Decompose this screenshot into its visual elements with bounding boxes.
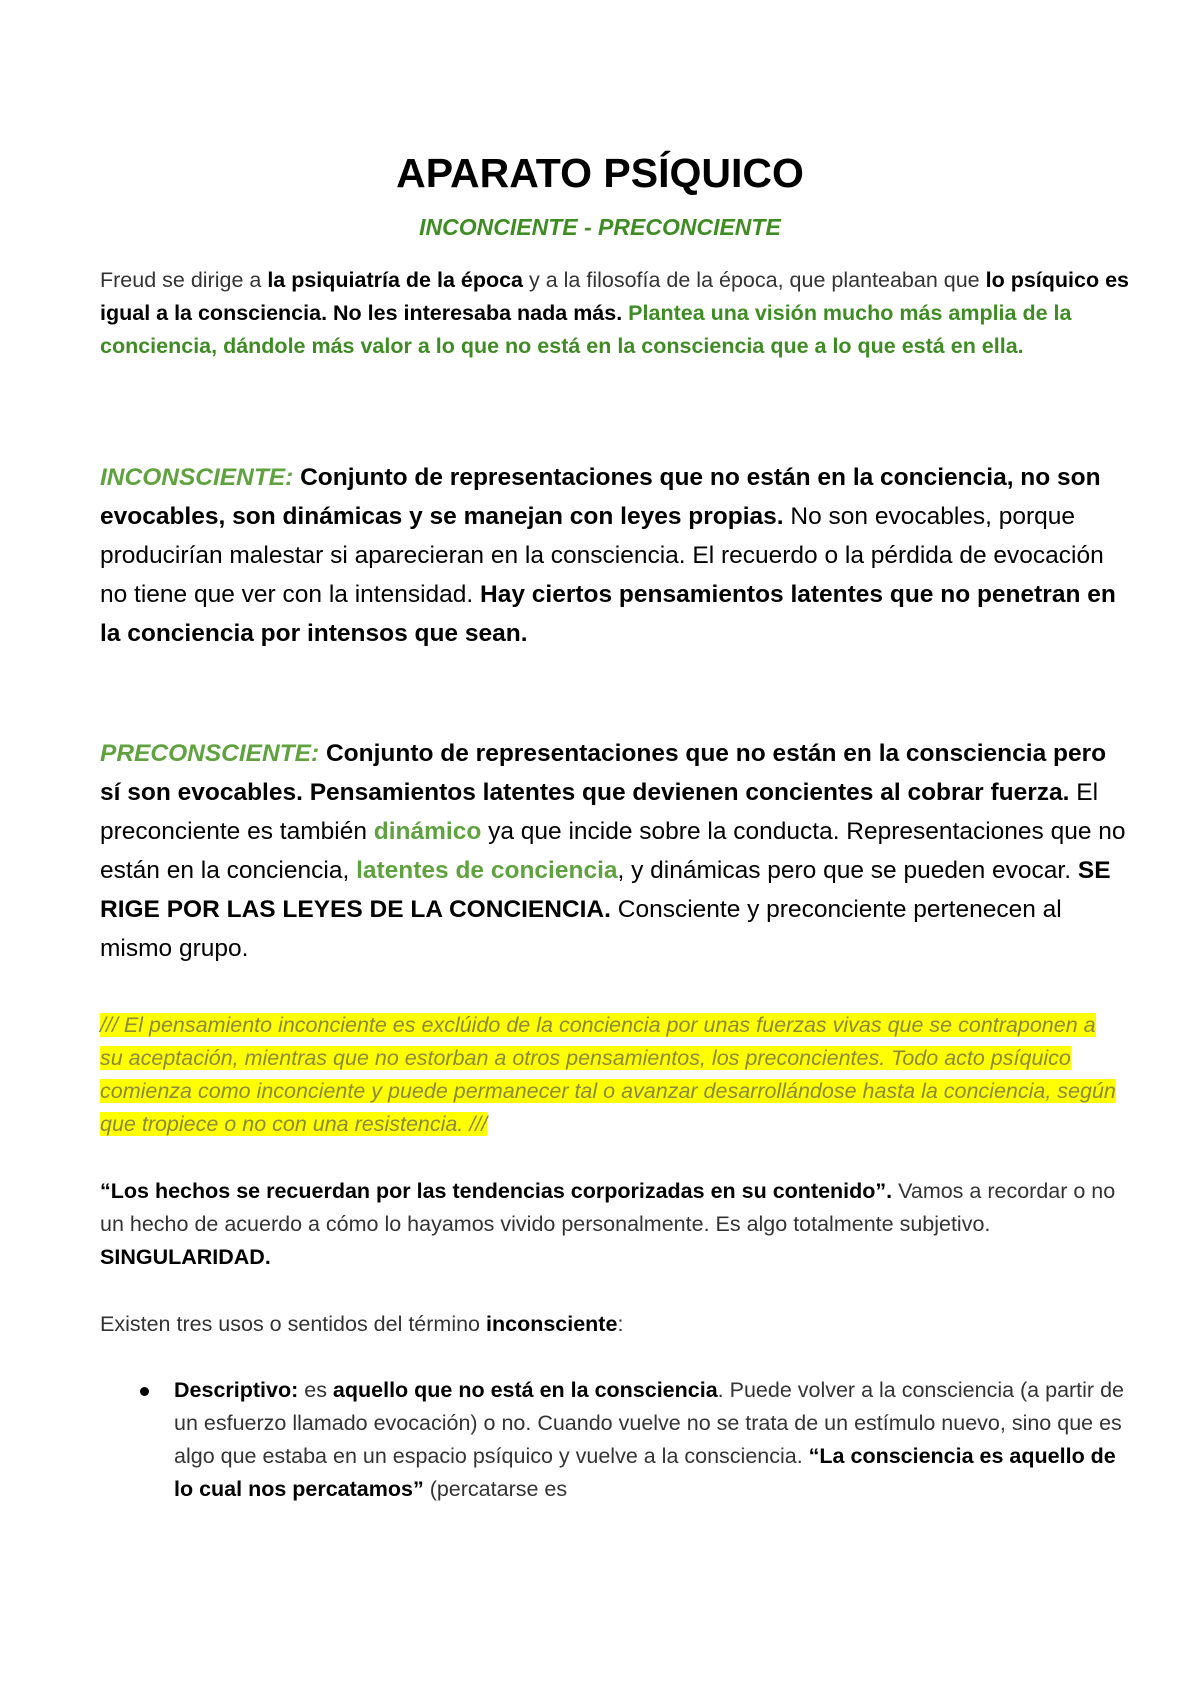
intro-bold-1: la psiquiatría de la época [267, 268, 524, 292]
preconsciente-text-1: El preconciente es también [100, 779, 1099, 845]
inconsciente-paragraph [100, 458, 1130, 653]
intro-bold-2: lo psíquico es igual a la consciencia. No les interesaba nada más. [100, 268, 1129, 325]
hechos-bold-1: “Los hechos se recuerdan por las tendencias corporizadas en su contenido”. [100, 1179, 893, 1203]
intro-paragraph [100, 264, 1130, 363]
highlighted-quote-text: /// El pensamiento inconciente es exclúido de la conciencia por unas fuerzas vivas que se contraponen a su aceptación, mientras que no estorban a otros pensamientos, los preconcientes. Todo acto psíquico comienza como inconciente y puede permanecer tal o avanzar desarrollándose hasta la conciencia, según que tropiece o no con una resistencia. /// [100, 1013, 1116, 1136]
page-subtitle: INCONCIENTE - PRECONCIENTE [419, 214, 781, 240]
page-title: APARATO PSÍQUICO [396, 150, 804, 196]
usos-text-2: : [617, 1312, 624, 1336]
preconsciente-text-4: Consciente y preconciente pertenecen al mismo grupo. [100, 896, 1062, 962]
inconsciente-bold-2: Hay ciertos pensamientos latentes que no penetran en la conciencia por intensos que sean. [100, 581, 1116, 647]
bullet-text-1: es [298, 1378, 333, 1402]
hechos-bold-2: SINGULARIDAD. [100, 1245, 271, 1269]
bullet-bold-2: aquello que no está en la consciencia [332, 1378, 718, 1402]
list-item [100, 1374, 1130, 1506]
bullet-bold-3: “La consciencia es aquello de lo cual nos percatamos” [174, 1444, 1116, 1501]
intro-green-1: Plantea una visión mucho más amplia de la conciencia, dándole más valor a lo que no está en la consciencia que a lo que está en ella. [100, 301, 1072, 358]
hechos-text-1: Vamos a recordar o no un hecho de acuerdo a cómo lo hayamos vivido personalmente. Es algo totalmente subjetivo. [100, 1179, 1116, 1236]
preconsciente-green-1: dinámico [373, 818, 482, 845]
preconsciente-text-2: ya que incide sobre la conducta. Representaciones que no están en la conciencia, [100, 818, 1126, 884]
inconsciente-label: INCONSCIENTE: [100, 464, 294, 491]
preconsciente-text-3: , y dinámicas pero que se pueden evocar. [617, 857, 1078, 884]
intro-text-1: Freud se dirige a [100, 268, 268, 292]
preconsciente-label: PRECONSCIENTE: [100, 740, 320, 767]
highlighted-quote [100, 1009, 1120, 1141]
intro-text-2: y a la filosofía de la época, que planteaban que [523, 268, 986, 292]
usos-bullet-list [100, 1374, 1130, 1506]
preconsciente-bold-2: SE RIGE POR LAS LEYES DE LA CONCIENCIA. [100, 857, 1111, 923]
usos-paragraph [100, 1308, 1130, 1341]
usos-text-1: Existen tres usos o sentidos del término [100, 1312, 486, 1336]
hechos-paragraph [100, 1175, 1130, 1274]
bullet-text-2: . Puede volver a la consciencia (a partir de un esfuerzo llamado evocación) o no. Cuando vuelve no se trata de un estímulo nuevo, sino que es algo que estaba en un espacio psíquico y vuelve a la consciencia. [174, 1378, 1124, 1468]
inconsciente-bold-1: Conjunto de representaciones que no están en la conciencia, no son evocables, son dinámicas y se manejan con leyes propias. [100, 464, 1101, 530]
bullet-text-3: (percatarse es [423, 1477, 568, 1501]
preconsciente-paragraph [100, 734, 1130, 968]
preconsciente-green-2: latentes de conciencia [356, 857, 618, 884]
bullet-bold-1: Descriptivo: [174, 1378, 299, 1402]
usos-bold-1: inconsciente [486, 1312, 618, 1336]
inconsciente-text-1: No son evocables, porque producirían malestar si aparecieran en la consciencia. El recuerdo o la pérdida de evocación no tiene que ver con la intensidad. [100, 503, 1104, 608]
bullet-icon [140, 1387, 149, 1396]
preconsciente-bold-1: Conjunto de representaciones que no están en la consciencia pero sí son evocables. Pensamientos latentes que devienen concientes al cobrar fuerza. [100, 740, 1107, 806]
